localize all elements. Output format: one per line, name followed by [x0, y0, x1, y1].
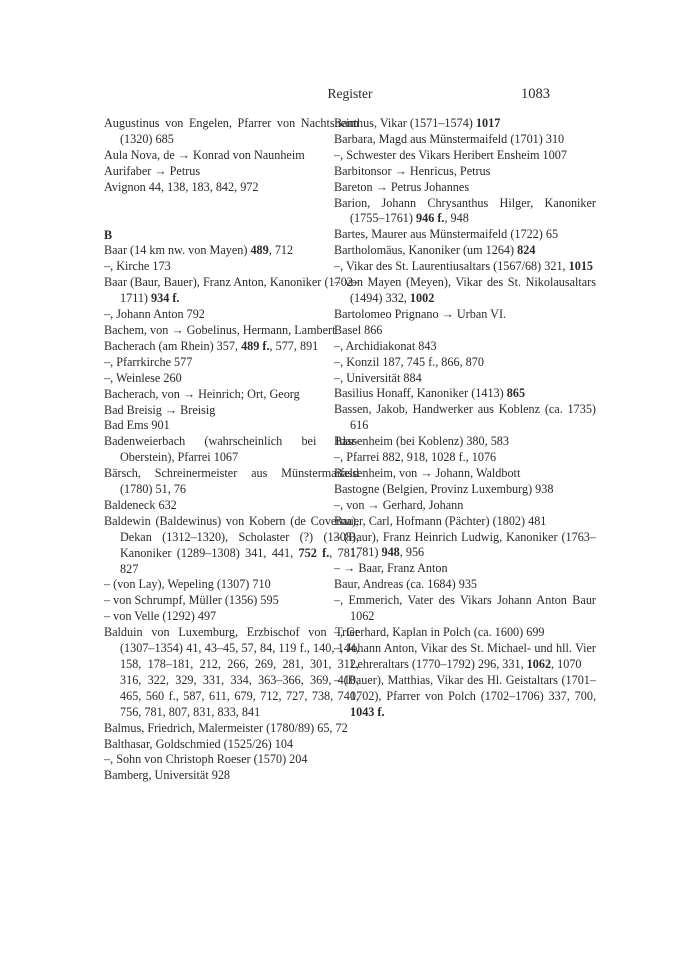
entry-main-page-reference: 489 f.: [241, 338, 270, 353]
index-entry: Bad Breisig → Breisig: [104, 402, 216, 417]
entry-main-page-reference: 865: [506, 386, 526, 401]
entry-main-page-reference: 1017: [475, 116, 501, 130]
index-entry: – von Velle (1292) 497: [104, 609, 217, 624]
index-column-right: [334, 116, 596, 720]
entry-text: Barion, Johann Chrysanthus Hilger, Kanoniker (1755–1761): [334, 195, 596, 226]
entry-text: Bacherach (am Rhein) 357,: [104, 338, 242, 353]
entry-main-page-reference: 1062: [526, 656, 552, 671]
entry-text: Bartholomäus, Kanoniker (um 1264): [334, 243, 518, 258]
index-entry: Baldeneck 632: [104, 497, 177, 512]
index-entry: –, Archidiakonat 843: [334, 338, 437, 353]
index-entry: –, Konzil 187, 745 f., 866, 870: [334, 354, 484, 369]
index-entry: [334, 673, 596, 721]
entry-main-page-reference: 946 f.: [416, 211, 445, 226]
index-entry: Bassenheim (bei Koblenz) 380, 583: [334, 434, 509, 449]
index-entry: Bauer, Carl, Hofmann (Pächter) (1802) 481: [334, 513, 547, 528]
index-entry: –, Pfarrkirche 577: [104, 354, 193, 369]
entry-text: , 712: [268, 243, 294, 258]
index-entry: – → Baar, Franz Anton: [334, 561, 448, 576]
index-entry: Augustinus von Engelen, Pfarrer von Nachtsheim (1320) 685: [104, 116, 359, 146]
entry-main-page-reference: 1015: [568, 259, 594, 274]
index-entry: Bartolomeo Prignano → Urban VI.: [334, 306, 507, 321]
index-entry: Bassenheim, von → Johann, Waldbott: [334, 465, 521, 480]
index-entry: Balduin von Luxemburg, Erzbischof von Trier (1307–1354) 41, 43–45, 57, 84, 119 f., 140, 144, 158, 178–181, 212, 266, 269, 281, 301, 312, 316, 322, 329, 331, 334, 363–366, 369, 410, 465, 560 f., 587, 611, 679, 712, 727, 738, 740, 756, 781, 807, 831, 833, 841: [104, 625, 359, 719]
entry-text: , 781, 827: [120, 545, 360, 576]
entry-main-page-reference: 752 f.: [298, 545, 330, 560]
entry-main-page-reference: 1002: [409, 290, 435, 305]
index-entry: Barbitonsor → Henricus, Petrus: [334, 163, 491, 178]
index-column-left: [104, 116, 359, 784]
index-entry: Bärsch, Schreinermeister aus Münstermaifeld (1780) 51, 76: [104, 466, 359, 497]
index-entry: Bad Ems 901: [104, 418, 170, 433]
index-entry: –, Pfarrei 882, 918, 1028 f., 1076: [334, 450, 497, 465]
index-entry: –, Gerhard, Kaplan in Polch (ca. 1600) 699: [334, 625, 545, 639]
entry-main-page-reference: 824: [517, 243, 536, 258]
index-entry: [104, 339, 359, 355]
index-entry: [104, 514, 359, 578]
entry-text: Baldewin (Baldewinus) von Kobern (de Coverna), Dekan (1312–1320), Scholaster (?) (1308), Kanoniker (1289–1308) 341, 441,: [104, 513, 359, 560]
index-entry: Badenweierbach (wahrscheinlich bei Idar-Oberstein), Pfarrei 1067: [104, 434, 359, 465]
index-entry: [334, 275, 596, 307]
index-entry: Balmus, Friedrich, Malermeister (1780/89) 65, 72: [104, 720, 348, 735]
entry-text: , 948: [444, 211, 469, 226]
entry-text: – von Mayen (Meyen), Vikar des St. Nikolausaltars (1494) 332,: [334, 275, 596, 305]
index-entry: [334, 196, 596, 228]
entry-text: –, Vikar des St. Laurentiusaltars (1567/68) 321,: [334, 259, 569, 274]
entry-main-page-reference: 934 f.: [151, 291, 180, 306]
index-entry: Bareton → Petrus Johannes: [334, 179, 470, 194]
index-entry: Balthasar, Goldschmied (1525/26) 104: [104, 736, 294, 751]
index-entry: –, Sohn von Christoph Roeser (1570) 204: [104, 752, 308, 767]
entry-text: , 956: [399, 545, 425, 560]
entry-text: –, Johann Anton, Vikar des St. Michael- und hll. Vier Lehreraltars (1770–1792) 296, 331,: [334, 640, 596, 671]
index-entry: –, Kirche 173: [104, 259, 171, 274]
page-title: Register: [327, 86, 373, 101]
index-entry: Aula Nova, de → Konrad von Naunheim: [104, 147, 305, 162]
index-entry: – (von Lay), Wepeling (1307) 710: [104, 577, 271, 592]
entry-text: , 1070: [551, 656, 582, 671]
entry-text: Baar (14 km nw. von Mayen): [104, 243, 251, 258]
entry-text: Banthus, Vikar (1571–1574): [334, 116, 476, 130]
index-entry: Baur, Andreas (ca. 1684) 935: [334, 577, 478, 592]
section-letter: B: [104, 227, 113, 242]
index-entry: Bartes, Maurer aus Münstermaifeld (1722) 65: [334, 227, 559, 242]
index-entry: [334, 386, 596, 402]
index-entry: [334, 243, 596, 259]
index-entry: Aurifaber → Petrus: [104, 163, 201, 178]
entry-text: Basilius Honaff, Kanoniker (1413): [334, 386, 507, 401]
index-entry: Barbara, Magd aus Münstermaifeld (1701) 310: [334, 131, 565, 146]
index-entry: –, Universität 884: [334, 370, 422, 385]
index-entry: [334, 259, 596, 275]
index-entry: [334, 116, 596, 132]
index-entry: [334, 641, 596, 673]
entry-text: , 577, 891: [269, 338, 319, 353]
index-entry: Bamberg, Universität 928: [104, 768, 231, 783]
index-entry: – von Schrumpf, Müller (1356) 595: [104, 593, 279, 608]
entry-main-page-reference: 948: [381, 545, 400, 560]
entry-text: – (Baur), Franz Heinrich Ludwig, Kanoniker (1763–1781): [334, 529, 596, 560]
index-entry: [104, 275, 359, 307]
entry-text: – (Bauer), Matthias, Vikar des Hl. Geistaltars (1701–1702), Pfarrer von Polch (1702–1706) 337, 700,: [334, 672, 596, 703]
page-number: 1083: [521, 86, 550, 102]
entry-main-page-reference: 489: [250, 243, 269, 258]
index-entry: [334, 530, 596, 562]
index-entry: Basel 866: [334, 322, 383, 337]
index-entry: –, von → Gerhard, Johann: [334, 497, 464, 512]
index-entry: [104, 243, 359, 259]
index-entry: Bachem, von → Gobelinus, Hermann, Lambert: [104, 322, 336, 337]
entry-main-page-reference: 1043 f.: [350, 704, 385, 719]
section-spacer: [104, 196, 359, 228]
index-entry: –, Schwester des Vikars Heribert Ensheim 1007: [334, 147, 567, 162]
index-entry: –, Johann Anton 792: [104, 307, 205, 322]
index-entry: Avignon 44, 138, 183, 842, 972: [104, 179, 259, 194]
entry-text: Baar (Baur, Bauer), Franz Anton, Kanoniker (1702–1711): [104, 275, 359, 306]
index-entry: –, Emmerich, Vater des Vikars Johann Anton Baur 1062: [334, 593, 596, 624]
index-entry: Bacherach, von → Heinrich; Ort, Georg: [104, 386, 300, 401]
index-entry: –, Weinlese 260: [104, 370, 182, 385]
index-entry: Bastogne (Belgien, Provinz Luxemburg) 938: [334, 481, 554, 496]
index-entry: Bassen, Jakob, Handwerker aus Koblenz (ca. 1735) 616: [334, 402, 596, 433]
